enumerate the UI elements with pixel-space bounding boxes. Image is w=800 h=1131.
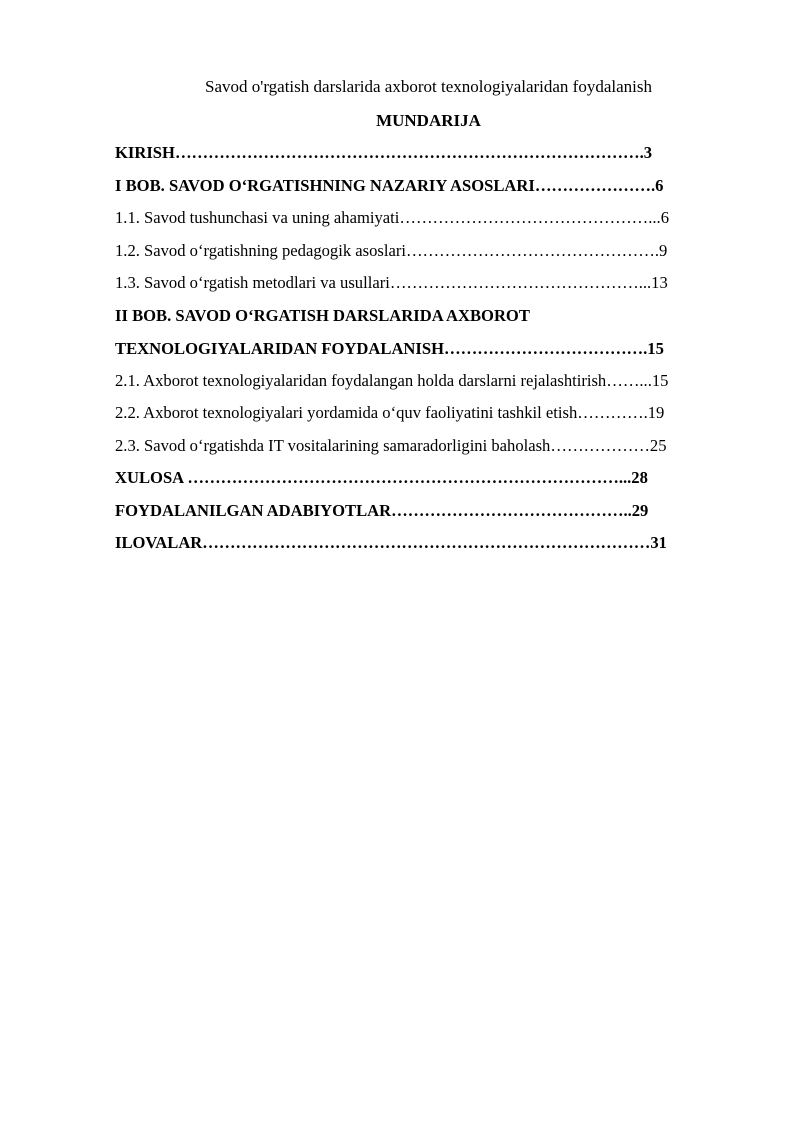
toc-entry-section-1-1: 1.1. Savod tushunchasi va uning ahamiyati………………………………………...6 bbox=[115, 208, 670, 227]
toc-entry-conclusion: XULOSA ……………………………………………………………………...28 bbox=[115, 468, 648, 487]
toc-entry-chapter-2-line-1: II BOB. SAVOD O‘RGATISH DARSLARIDA AXBOROT bbox=[115, 306, 530, 325]
toc-entry-appendices: ILOVALAR………………………………………………………………………31 bbox=[115, 533, 667, 552]
document-title: Savod o'rgatish darslarida axborot texnologiyalaridan foydalanish bbox=[205, 77, 652, 96]
toc-entry-section-1-3: 1.3. Savod o‘rgatish metodlari va usullari………………………………………...13 bbox=[115, 273, 668, 292]
toc-entry-section-2-2: 2.2. Axborot texnologiyalari yordamida o‘quv faoliyatini tashkil etish………….19 bbox=[115, 403, 665, 422]
toc-entry-references: FOYDALANILGAN ADABIYOTLAR……………………………………..29 bbox=[115, 501, 649, 520]
toc-heading: MUNDARIJA bbox=[376, 111, 481, 130]
toc-entry-section-2-1: 2.1. Axborot texnologiyalaridan foydalangan holda darslarni rejalashtirish……...15 bbox=[115, 371, 669, 390]
toc-entry-chapter-2-line-2: TEXNOLOGIYALARIDAN FOYDALANISH……………………………….15 bbox=[115, 339, 664, 358]
toc-entry-introduction: KIRISH………………………………………………………………………….3 bbox=[115, 143, 653, 162]
toc-entry-section-2-3: 2.3. Savod o‘rgatishda IT vositalarining samaradorligini baholash………………25 bbox=[115, 436, 667, 455]
toc-entry-chapter-1: I BOB. SAVOD O‘RGATISHNING NAZARIY ASOSLARI………………….6 bbox=[115, 176, 664, 195]
toc-entry-section-1-2: 1.2. Savod o‘rgatishning pedagogik asoslari……………………………………….9 bbox=[115, 241, 668, 260]
